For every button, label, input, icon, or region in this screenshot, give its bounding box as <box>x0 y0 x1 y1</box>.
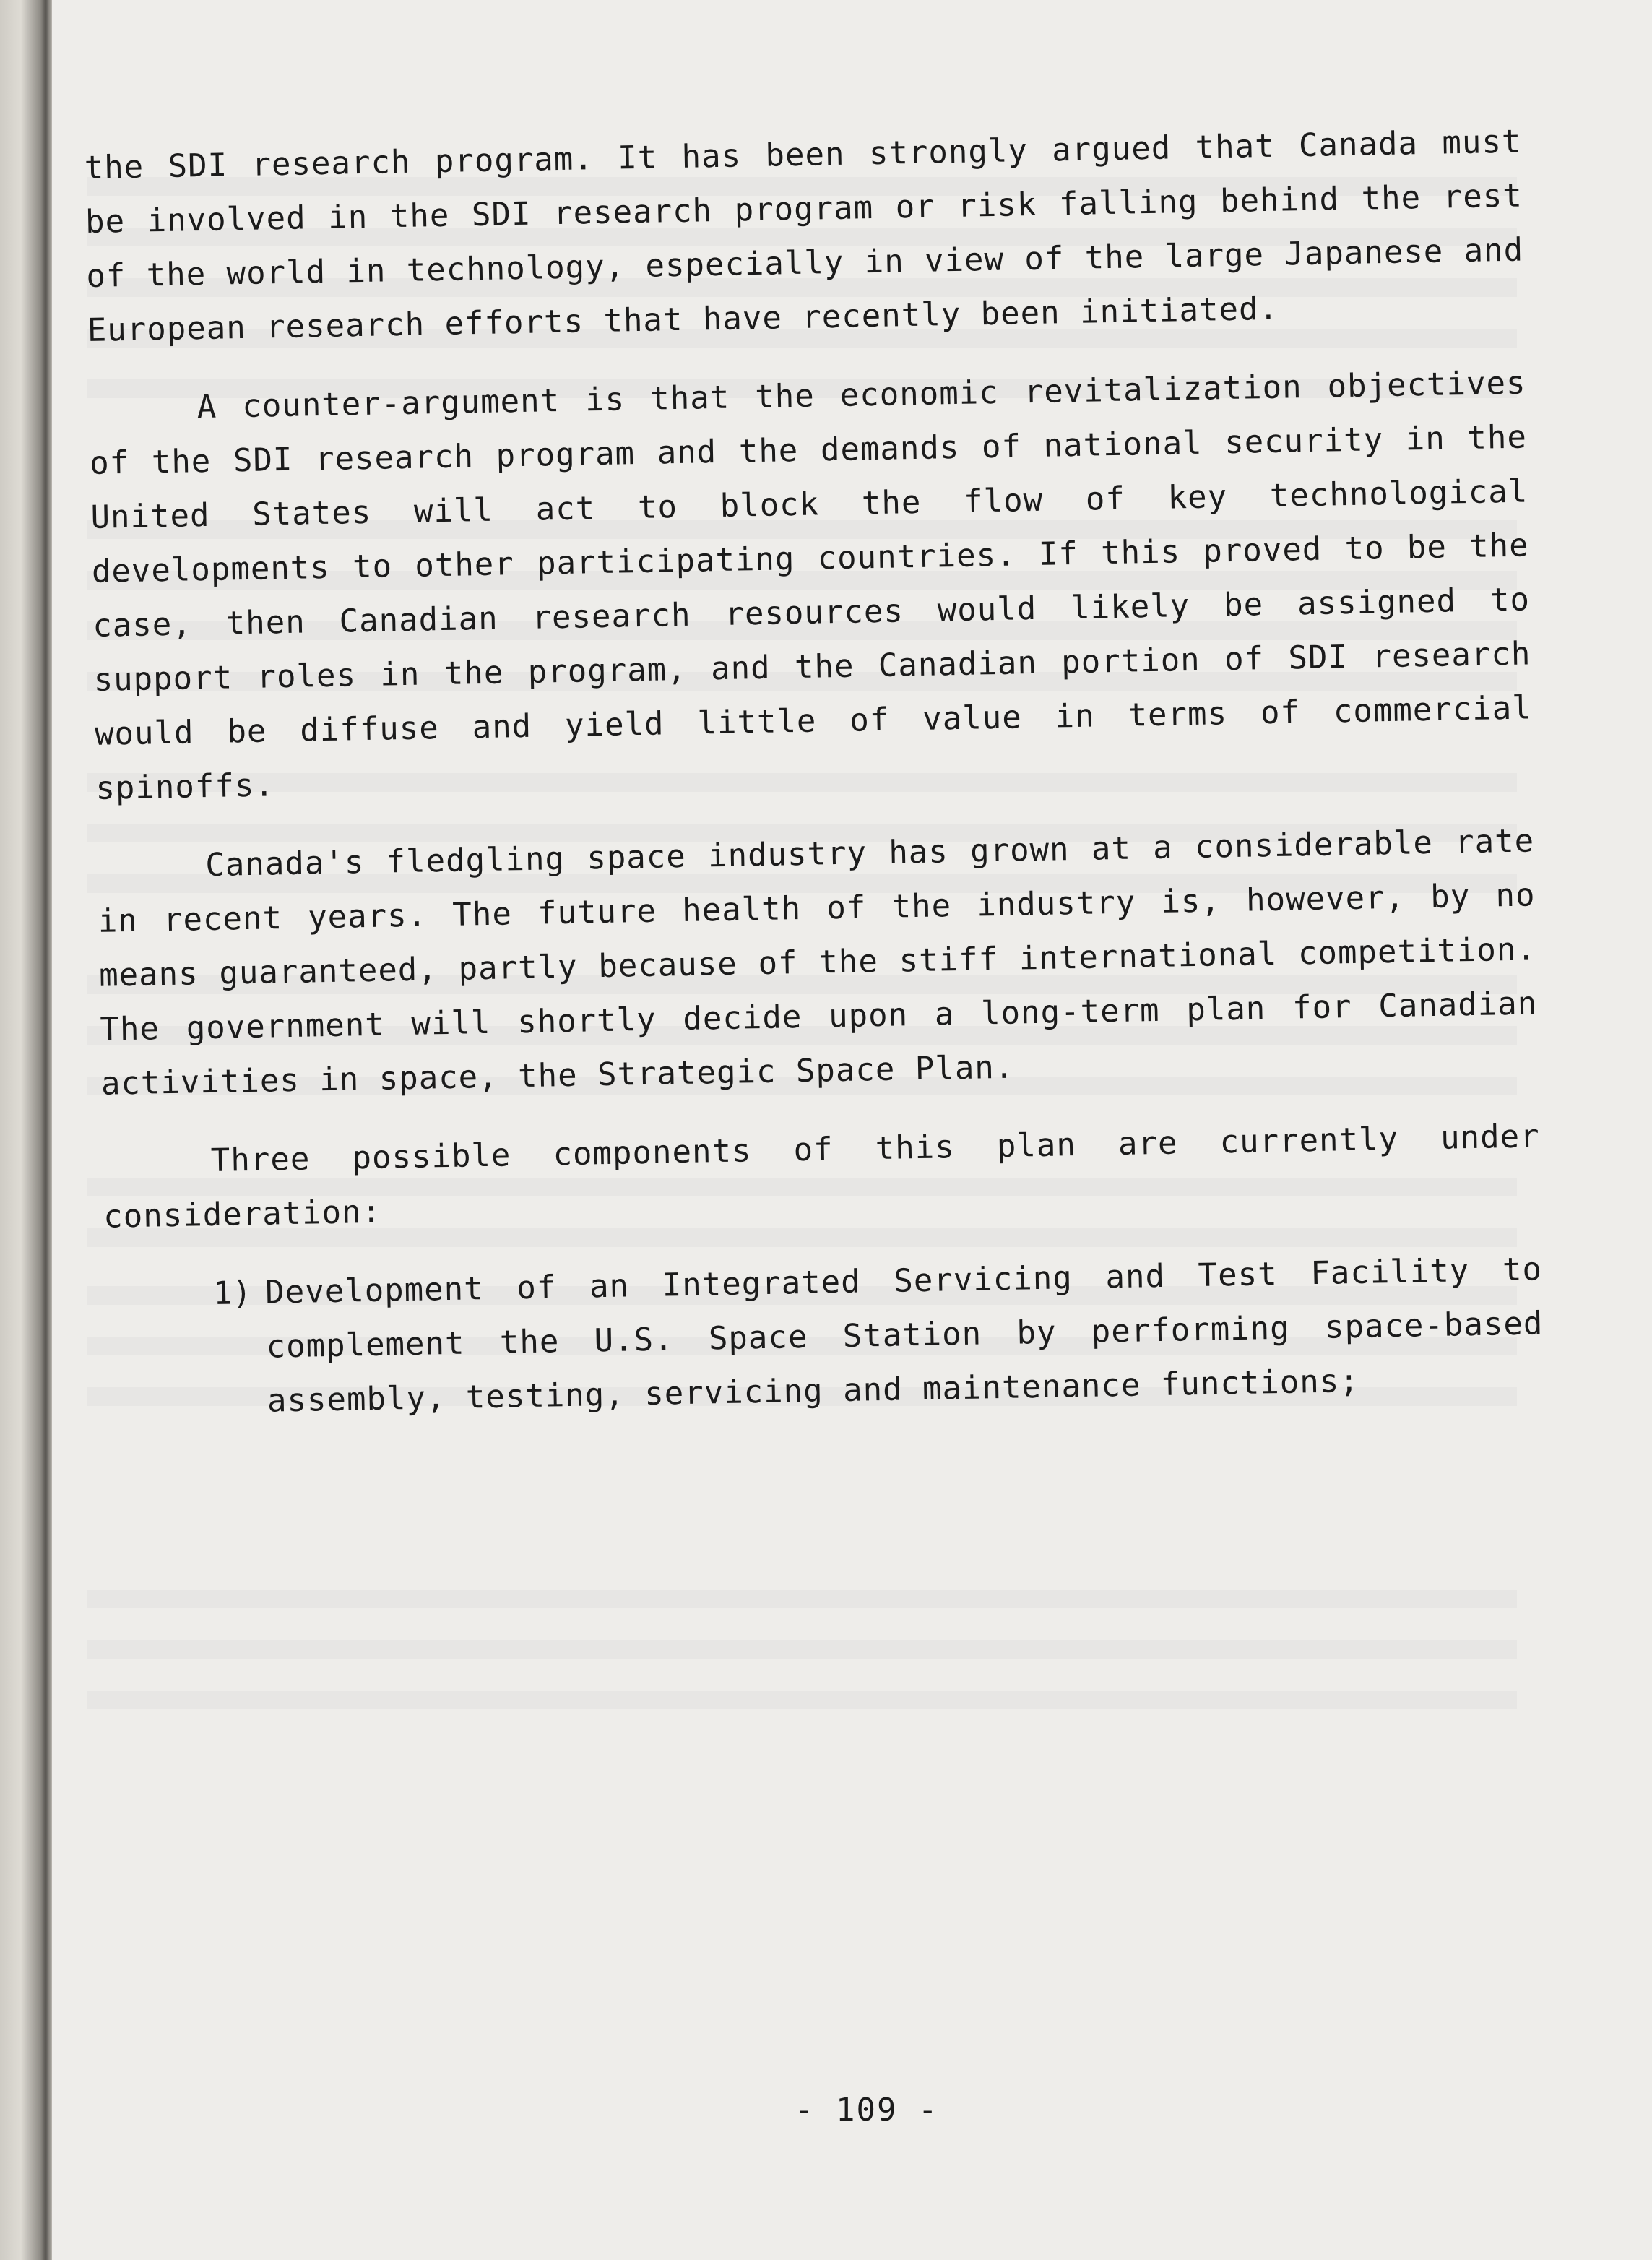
paragraph-sdi-research: the SDI research program. It has been strongly argued that Canada must be involved in the SDI research program or risk falling behind the rest of the world in technology, especially in view of the large Japanese and European research efforts that have recently been initiated. <box>84 123 1524 349</box>
paragraph-counter-argument: A counter-argument is that the economic revitalization objectives of the SDI research program and the demands of national security in the United States will act to block the flow of key technological developments to other participating countries. If this proved to be the case, then Canadian research resources would likely be assigned to support roles in the program, and the Canadian portion of SDI research would be diffuse and yield little of value in terms of commercial spinoffs. <box>89 364 1533 807</box>
list-item-text: Development of an Integrated Servicing and Test Facility to complement the U.S. Space Station by performing space-based assembly, testing, servicing and maintenance functions; <box>264 1251 1544 1420</box>
page-number: - 109 - <box>795 2092 939 2129</box>
list-item-number: 1) <box>212 1275 252 1312</box>
list-item <box>105 1242 1545 1431</box>
paragraph-space-industry: Canada's fledgling space industry has grown at a considerable rate in recent years. The future health of the industry is, however, by no means guaranteed, partly because of the stiff international competition. The government will shortly decide upon a long-term plan for Canadian activities in space, the Strategic Space Plan. <box>98 822 1538 1103</box>
paragraph-plan-components: Three possible components of this plan are currently under consideration: <box>103 1118 1541 1235</box>
document-body <box>84 115 1544 1431</box>
page-binding-edge <box>0 0 52 2260</box>
